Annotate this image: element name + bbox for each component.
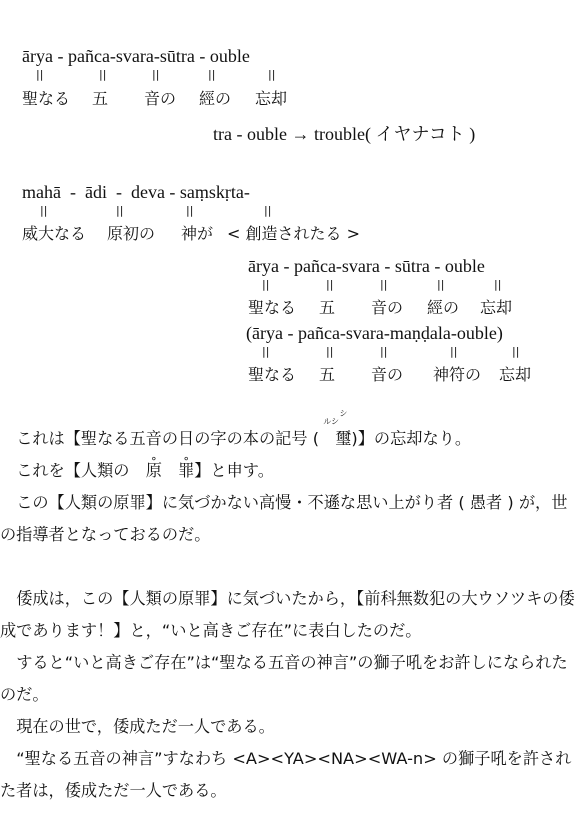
block1-sanskrit-line: ārya - pañca-svara-sūtra - ouble (22, 46, 250, 66)
paragraph-text: これは【聖なる五音の日の字の本の記号 ( (16, 429, 320, 448)
gloss-word: 忘却 (255, 89, 288, 108)
trouble-etymology-line: tra - ouble → trouble( イヤナコト ) (213, 124, 476, 144)
gloss-word: 經の (199, 89, 232, 108)
gloss-word: 神符の (433, 365, 482, 384)
body-text-part1 (0, 409, 575, 551)
gloss-word: 五 (319, 298, 336, 317)
gloss-word: < 創造されたる > (227, 224, 360, 243)
equivalence-mark: || (326, 278, 334, 291)
gloss-word: 五 (92, 89, 109, 108)
gloss-word: 神が (181, 224, 214, 243)
equivalence-mark: || (208, 68, 216, 81)
gloss-word: 五 (319, 365, 336, 384)
equivalence-mark: || (152, 68, 160, 81)
equivalence-mark: || (116, 204, 124, 217)
equivalence-mark: || (36, 68, 44, 81)
gloss-word: 原初の (107, 224, 156, 243)
gloss-word: 聖なる (248, 365, 297, 384)
equivalence-mark: || (40, 204, 48, 217)
equivalence-mark: || (494, 278, 502, 291)
gloss-word: 聖なる (248, 298, 297, 317)
ruby-base: 璽 (335, 429, 352, 448)
emphasis-dotted-char: ∘ 罪 (162, 455, 194, 487)
gloss-word: 忘却 (480, 298, 513, 317)
equivalence-mark: || (186, 204, 194, 217)
ruby-reading: シルシ (323, 409, 348, 426)
ruby-annotated-kanji (319, 409, 352, 455)
gloss-word: 聖なる (22, 89, 71, 108)
paragraph-text: これを【人類の (16, 461, 130, 480)
paragraph (0, 455, 575, 487)
gloss-word: 忘却 (499, 365, 532, 384)
block3-sanskrit-line: ārya - pañca-svara - sūtra - ouble (248, 256, 485, 276)
equivalence-mark: || (512, 345, 520, 358)
block2-sanskrit-line: mahā - ādi - deva - saṃskṛta- (22, 182, 250, 202)
equivalence-mark: || (380, 278, 388, 291)
paragraph (0, 409, 575, 455)
equivalence-mark: || (437, 278, 445, 291)
gloss-word: 音の (371, 365, 404, 384)
gloss-word: 威大なる (22, 224, 87, 243)
body-text-part2 (0, 583, 575, 807)
paragraph: 現在の世で，倭成ただ一人である。 (16, 717, 275, 736)
emphasis-dotted-char: ∘ 原 (130, 455, 162, 487)
paragraph-text: )】の忘却なり。 (351, 429, 472, 448)
paragraph: “聖なる五音の神言”すなわち <A><YA><NA><WA-n> の獅子吼を許された者は，倭成ただ一人である。 (0, 749, 572, 800)
equivalence-mark: || (450, 345, 458, 358)
equivalence-mark: || (262, 345, 270, 358)
equivalence-mark: || (380, 345, 388, 358)
gloss-word: 經の (427, 298, 460, 317)
paragraph: この【人類の原罪】に気づかない高慢・不遜な思い上がり者 ( 愚者 ) が，世の指導者となっておるのだ。 (0, 493, 568, 544)
paragraph: 倭成は，この【人類の原罪】に気づいたから，【前科無数犯の大ウソツキの倭成であります！】と，“いと高きご存在”に表白したのだ。 (0, 589, 575, 640)
gloss-word: 音の (371, 298, 404, 317)
block4-sanskrit-line: (ārya - pañca-svara-maṇḍala-ouble) (246, 323, 503, 343)
gloss-word: 音の (144, 89, 177, 108)
equivalence-mark: || (262, 278, 270, 291)
equivalence-mark: || (99, 68, 107, 81)
paragraph: すると“いと高きご存在”は“聖なる五音の神言”の獅子吼をお許しになられたのだ。 (0, 653, 568, 704)
equivalence-mark: || (264, 204, 272, 217)
equivalence-mark: || (326, 345, 334, 358)
paragraph-text: 】と申す。 (194, 461, 274, 480)
equivalence-mark: || (268, 68, 276, 81)
